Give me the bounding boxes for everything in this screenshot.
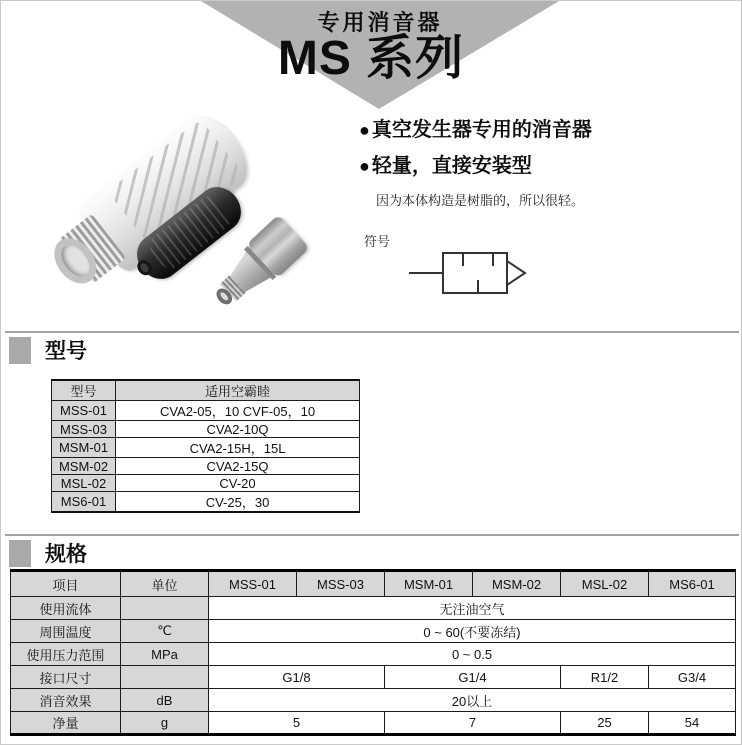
spec-value-cell: 无注油空气 xyxy=(209,597,736,620)
applicable-cell: CVA2-05，10 CVF-05，10 xyxy=(116,401,360,421)
header-kicker: 专用消音器 xyxy=(317,10,443,35)
pneumatic-silencer-symbol-icon xyxy=(407,247,542,299)
spec-unit-cell xyxy=(121,597,209,620)
spec-item-cell: 使用流体 xyxy=(11,597,121,620)
spec-item-cell: 消音效果 xyxy=(11,689,121,712)
table-row xyxy=(52,492,360,513)
table-row xyxy=(11,712,736,735)
table-row xyxy=(11,597,736,620)
spec-value-cell: G1/8 xyxy=(209,666,385,689)
bullet-icon: ● xyxy=(359,120,370,140)
model-table-header-row xyxy=(52,380,360,401)
table-row xyxy=(52,438,360,458)
spec-unit-cell xyxy=(121,666,209,689)
spec-item-cell: 使用压力范围 xyxy=(11,643,121,666)
section-divider xyxy=(5,534,739,536)
model-cell: MSM-02 xyxy=(52,458,116,475)
section-marker xyxy=(9,337,31,364)
spec-value-cell: 20以上 xyxy=(209,689,736,712)
table-row xyxy=(52,401,360,421)
spec-value-cell: 54 xyxy=(649,712,736,735)
table-row xyxy=(52,421,360,438)
applicable-cell: CVA2-10Q xyxy=(116,421,360,438)
model-cell: MS6-01 xyxy=(52,492,116,513)
feature-text: 轻量，直接安装型 xyxy=(371,155,532,177)
model-table xyxy=(51,379,360,513)
table-row xyxy=(52,475,360,492)
spec-item-cell: 周围温度 xyxy=(11,620,121,643)
spec-unit-cell: g xyxy=(121,712,209,735)
product-photo xyxy=(41,101,361,336)
column-header-mss01: MSS-01 xyxy=(209,571,297,597)
feature-note: 因为本体构造是树脂的，所以很轻。 xyxy=(376,193,585,208)
spec-value-cell: G3/4 xyxy=(649,666,736,689)
spec-unit-cell: dB xyxy=(121,689,209,712)
spec-value-cell: 0 ~ 60(不要冻结) xyxy=(209,620,736,643)
spec-value-cell: 25 xyxy=(561,712,649,735)
symbol-label: 符号 xyxy=(364,234,391,249)
black-silencer-port-hole xyxy=(134,257,154,278)
bullet-icon: ● xyxy=(359,156,370,176)
spec-unit-cell: MPa xyxy=(121,643,209,666)
spec-table-header-row xyxy=(11,571,736,597)
spec-value-cell: G1/4 xyxy=(385,666,561,689)
column-header-ms601: MS6-01 xyxy=(649,571,736,597)
spec-item-cell: 接口尺寸 xyxy=(11,666,121,689)
spec-unit-cell: ℃ xyxy=(121,620,209,643)
model-cell: MSS-01 xyxy=(52,401,116,421)
model-cell: MSM-01 xyxy=(52,438,116,458)
table-row xyxy=(11,620,736,643)
spec-value-cell: R1/2 xyxy=(561,666,649,689)
table-row xyxy=(52,458,360,475)
applicable-cell: CVA2-15H，15L xyxy=(116,438,360,458)
spec-value-cell: 7 xyxy=(385,712,561,735)
section-heading-models: 型号 xyxy=(45,340,87,363)
column-header-msm02: MSM-02 xyxy=(473,571,561,597)
applicable-cell: CV-20 xyxy=(116,475,360,492)
section-heading-specs: 规格 xyxy=(45,543,87,566)
applicable-cell: CVA2-15Q xyxy=(116,458,360,475)
section-divider xyxy=(5,331,739,333)
column-header-unit: 单位 xyxy=(121,571,209,597)
feature-text: 真空发生器专用的消音器 xyxy=(371,119,592,141)
table-row xyxy=(11,643,736,666)
section-marker xyxy=(9,540,31,567)
page-title: MS 系列 xyxy=(277,32,465,85)
column-header-msl02: MSL-02 xyxy=(561,571,649,597)
feature-item-2 xyxy=(359,149,532,178)
column-header-model: 型号 xyxy=(52,380,116,401)
spec-value-cell: 5 xyxy=(209,712,385,735)
feature-item-1 xyxy=(359,113,592,142)
table-row xyxy=(11,666,736,689)
spec-table xyxy=(10,569,736,736)
table-row xyxy=(11,689,736,712)
column-header-mss03: MSS-03 xyxy=(297,571,385,597)
model-cell: MSL-02 xyxy=(52,475,116,492)
column-header-applicable: 适用空霸睦 xyxy=(116,380,360,401)
model-cell: MSS-03 xyxy=(52,421,116,438)
spec-value-cell: 0 ~ 0.5 xyxy=(209,643,736,666)
column-header-item: 项目 xyxy=(11,571,121,597)
column-header-msm01: MSM-01 xyxy=(385,571,473,597)
applicable-cell: CV-25，30 xyxy=(116,492,360,513)
spec-item-cell: 净量 xyxy=(11,712,121,735)
